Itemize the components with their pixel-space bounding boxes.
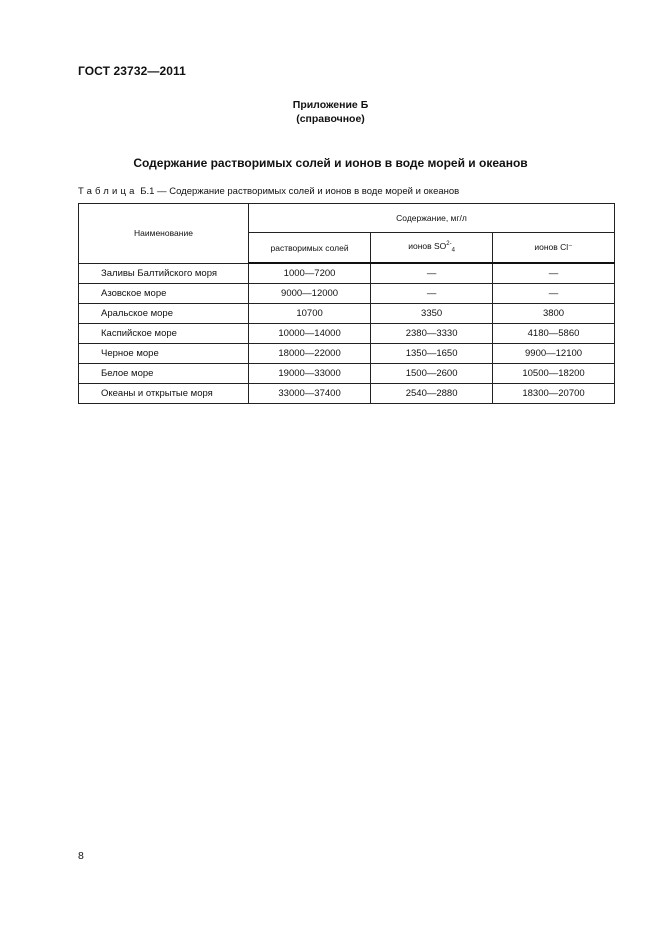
header-sulfate-charge: 2- xyxy=(446,241,452,248)
table-row xyxy=(79,344,615,364)
header-sulfate-index: 4 xyxy=(451,247,455,254)
salt-content-table xyxy=(78,203,615,404)
cell-chloride: — xyxy=(493,284,615,304)
row-name: Океаны и открытые моря xyxy=(79,384,249,404)
table-row xyxy=(79,263,615,284)
cell-sulfate: 2380—3330 xyxy=(371,324,493,344)
row-name: Каспийское море xyxy=(79,324,249,344)
cell-salts: 9000—12000 xyxy=(248,284,370,304)
cell-chloride: 9900—12100 xyxy=(493,344,615,364)
row-name: Азовское море xyxy=(79,284,249,304)
row-name: Черное море xyxy=(79,344,249,364)
header-chloride-ions: ионов Cl⁻ xyxy=(493,233,615,264)
cell-salts: 33000—37400 xyxy=(248,384,370,404)
cell-sulfate: 3350 xyxy=(371,304,493,324)
table-row xyxy=(79,384,615,404)
cell-chloride: 10500—18200 xyxy=(493,364,615,384)
cell-salts: 19000—33000 xyxy=(248,364,370,384)
cell-chloride: — xyxy=(493,263,615,284)
row-name: Белое море xyxy=(79,364,249,384)
page-number: 8 xyxy=(78,850,84,862)
annex-title: Приложение Б xyxy=(292,99,369,111)
row-name: Заливы Балтийского моря xyxy=(79,263,249,284)
table-row xyxy=(79,284,615,304)
cell-sulfate: — xyxy=(371,284,493,304)
row-name: Аральское море xyxy=(79,304,249,324)
annex-heading xyxy=(0,98,661,126)
table-row xyxy=(79,324,615,344)
cell-chloride: 3800 xyxy=(493,304,615,324)
document-code: ГОСТ 23732—2011 xyxy=(78,64,186,78)
cell-salts: 18000—22000 xyxy=(248,344,370,364)
cell-salts: 1000—7200 xyxy=(248,263,370,284)
table-row xyxy=(79,364,615,384)
table-caption-label: Таблица xyxy=(78,186,138,197)
cell-sulfate: 2540—2880 xyxy=(371,384,493,404)
table-caption-text: Б.1 — Содержание растворимых солей и ионов в воде морей и океанов xyxy=(137,186,460,197)
cell-chloride: 18300—20700 xyxy=(493,384,615,404)
header-name: Наименование xyxy=(79,204,249,264)
cell-sulfate: — xyxy=(371,263,493,284)
section-title: Содержание растворимых солей и ионов в воде морей и океанов xyxy=(133,156,528,170)
table-row xyxy=(79,304,615,324)
header-sulfate-ions xyxy=(371,233,493,264)
cell-salts: 10700 xyxy=(248,304,370,324)
cell-salts: 10000—14000 xyxy=(248,324,370,344)
header-sulfate-prefix: ионов SO xyxy=(408,241,447,252)
annex-type: (справочное) xyxy=(296,113,365,125)
header-soluble-salts: растворимых солей xyxy=(248,233,370,264)
table-caption xyxy=(78,186,459,197)
cell-sulfate: 1350—1650 xyxy=(371,344,493,364)
header-content: Содержание, мг/л xyxy=(248,204,614,233)
cell-sulfate: 1500—2600 xyxy=(371,364,493,384)
cell-chloride: 4180—5860 xyxy=(493,324,615,344)
